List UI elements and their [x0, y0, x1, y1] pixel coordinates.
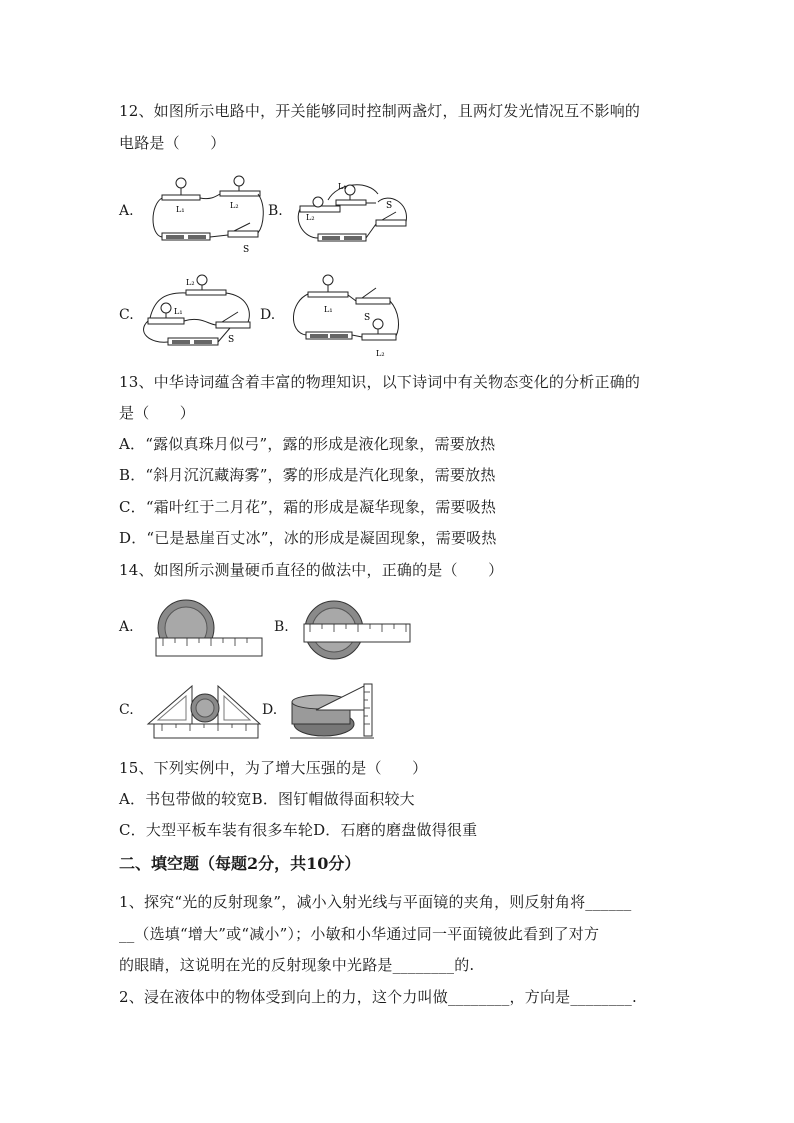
fill1-line2: __（选填“增大”或“减小”）；小敏和小华通过同一平面镜彼此看到了对方 — [119, 925, 600, 943]
q13-option-b: B．“斜月沉沉藏海雾”，雾的形成是汽化现象，需要放热 — [119, 466, 496, 484]
q12-circuit-c — [144, 272, 256, 352]
section-title-fill-in: 二、填空题（每题2分，共10分） — [119, 854, 361, 873]
fill2-line1: 2、浸在液体中的物体受到向上的力，这个力叫做________，方向是________. — [119, 988, 637, 1006]
q12-d-lamp2-label: L₂ — [376, 349, 385, 358]
q12-option-c-label: C. — [119, 307, 134, 323]
q12-circuit-a — [150, 175, 262, 255]
q12-circuit-d — [288, 272, 406, 360]
q12-a-lamp2-label: L₂ — [230, 201, 239, 210]
q12-b-lamp1-label: L₁ — [338, 182, 347, 191]
q14-coin-triangle-d — [288, 682, 378, 746]
q15-options-row2: C．大型平板车装有很多车轮D．石磨的磨盘做得很重 — [119, 821, 478, 839]
q14-coin-triangles-c — [146, 682, 262, 746]
q12-d-switch-label: S — [364, 313, 371, 323]
q12-stem-line2: 电路是（ ） — [119, 134, 226, 152]
q12-b-switch-label: S — [386, 201, 393, 211]
q12-option-b-label: B. — [268, 203, 283, 219]
q12-stem-line1: 12、如图所示电路中，开关能够同时控制两盏灯，且两灯发光情况互不影响的 — [119, 102, 641, 120]
q15-options-row1: A．书包带做的较宽B．图钉帽做得面积较大 — [119, 790, 415, 808]
q14-coin-ruler-b — [300, 600, 412, 662]
q12-c-lamp2-label: L₂ — [186, 278, 195, 287]
q15-stem: 15、下列实例中，为了增大压强的是（ ） — [119, 759, 428, 777]
q12-a-lamp1-label: L₁ — [176, 205, 185, 214]
q12-d-lamp1-label: L₁ — [324, 305, 333, 314]
q13-stem-line2: 是（ ） — [119, 404, 196, 422]
q14-option-a-label: A. — [119, 619, 134, 635]
fill1-line1: 1、探究“光的反射现象”，减小入射光线与平面镜的夹角，则反射角将______ — [119, 893, 632, 911]
q13-option-a: A．“露似真珠月似弓”，露的形成是液化现象，需要放热 — [119, 435, 496, 453]
q12-c-switch-label: S — [228, 335, 235, 345]
q12-option-a-label: A. — [119, 203, 134, 219]
q12-circuit-b — [298, 172, 410, 252]
q14-option-b-label: B. — [274, 619, 289, 635]
q12-a-switch-label: S — [243, 245, 250, 255]
q14-option-c-label: C. — [119, 702, 134, 718]
q12-option-d-label: D. — [260, 307, 276, 323]
q12-c-lamp1-label: L₁ — [174, 307, 183, 316]
q12-b-lamp2-label: L₂ — [306, 213, 315, 222]
q13-option-d: D．“已是悬崖百丈冰”，冰的形成是凝固现象，需要吸热 — [119, 529, 497, 547]
q14-coin-ruler-a — [155, 600, 265, 662]
fill1-line3: 的眼睛，这说明在光的反射现象中光路是________的. — [119, 956, 475, 974]
q13-option-c: C．“霜叶红于二月花”，霜的形成是凝华现象，需要吸热 — [119, 498, 497, 516]
q14-option-d-label: D. — [262, 702, 278, 718]
q13-stem-line1: 13、中华诗词蕴含着丰富的物理知识，以下诗词中有关物态变化的分析正确的 — [119, 373, 641, 391]
q14-stem: 14、如图所示测量硬币直径的做法中，正确的是（ ） — [119, 561, 504, 579]
